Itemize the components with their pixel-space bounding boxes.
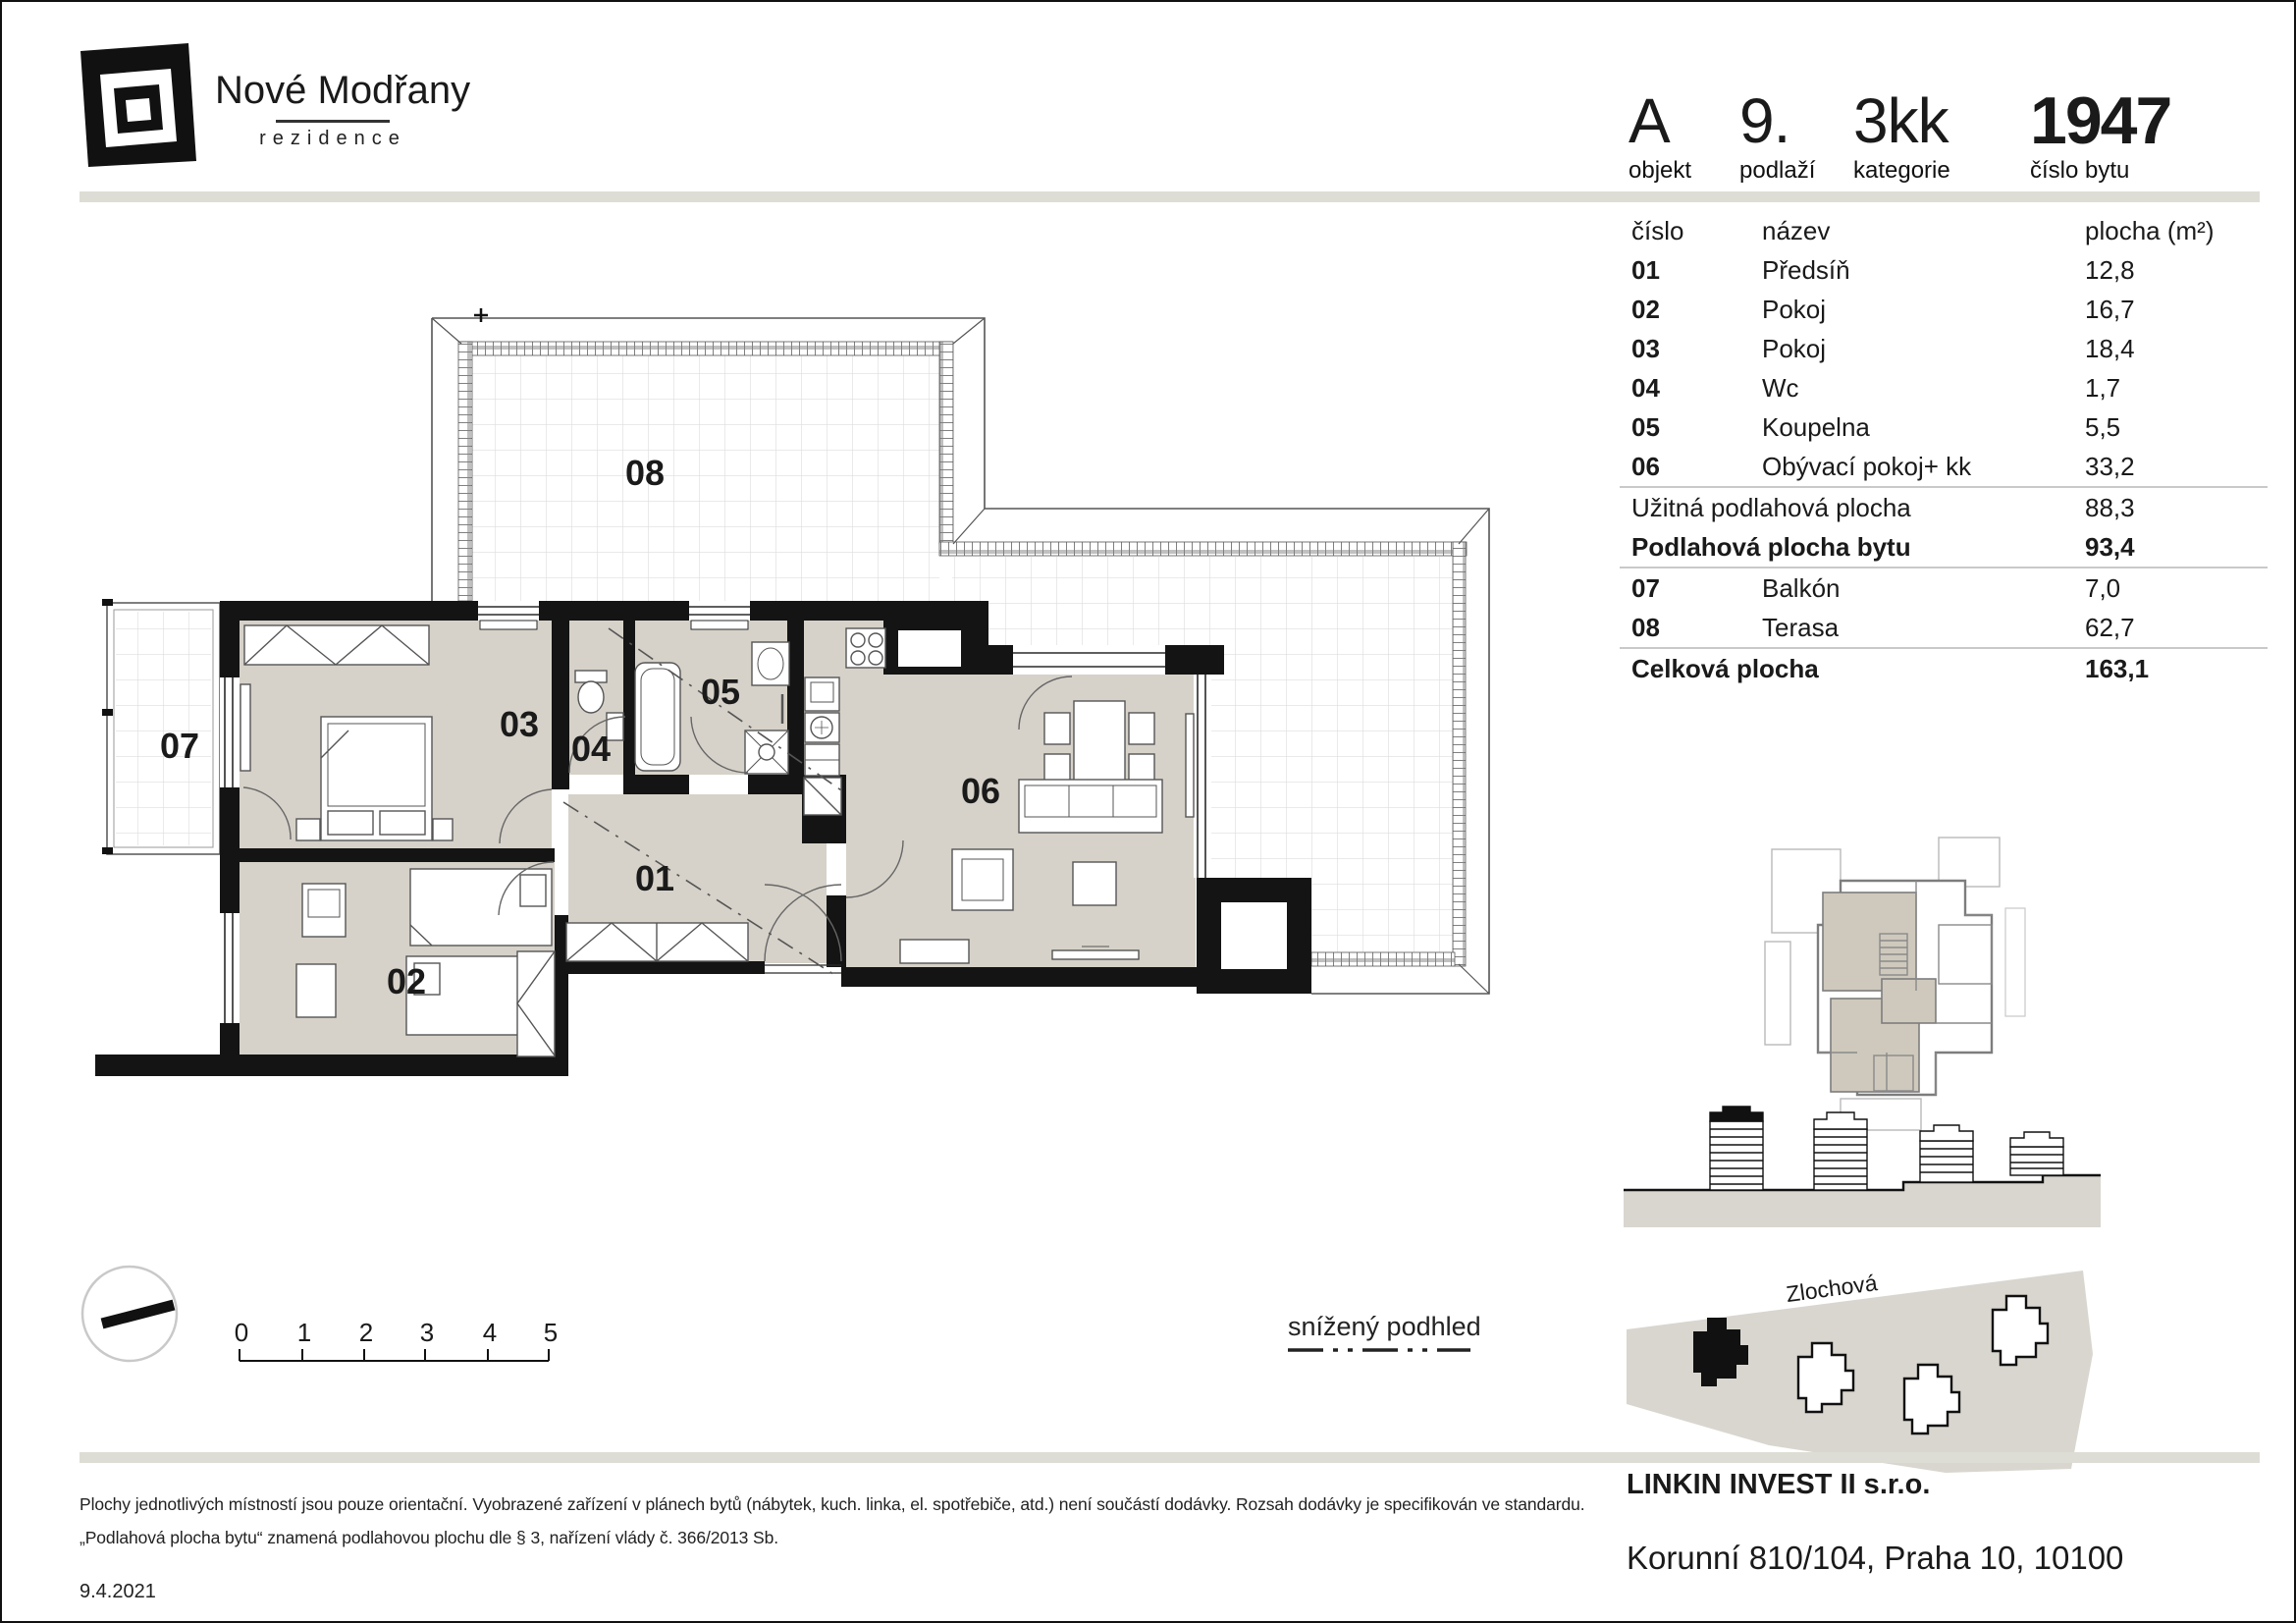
row-name: Pokoj	[1762, 334, 1827, 363]
label-room-04: 04	[570, 729, 612, 769]
row-num: 04	[1631, 373, 1660, 403]
divider-bottom	[80, 1452, 2260, 1463]
table-row	[1620, 329, 2268, 368]
row-area: 88,3	[2085, 493, 2135, 522]
table-header	[1620, 211, 2268, 250]
row-area: 62,7	[2085, 613, 2135, 642]
col-plocha: plocha (m²)	[2085, 216, 2215, 245]
cislo-bytu-value: 1947	[2030, 83, 2171, 158]
scale-1: 1	[296, 1320, 312, 1347]
label-room-01: 01	[634, 858, 675, 898]
table-row	[1620, 608, 2268, 647]
label-room-07: 07	[159, 726, 200, 766]
divider-top	[80, 191, 2260, 202]
scale-2: 2	[358, 1320, 374, 1347]
row-name: Terasa	[1762, 613, 1840, 642]
brand-logo-icon	[80, 43, 198, 167]
label-room-06: 06	[960, 771, 1001, 811]
row-num: 05	[1631, 412, 1660, 442]
terrace-shaft-box	[1221, 902, 1287, 969]
table-row-uzitna	[1620, 486, 2268, 527]
row-area: 16,7	[2085, 295, 2135, 324]
row-num: 02	[1631, 295, 1660, 324]
table-row	[1620, 290, 2268, 329]
field-objekt	[1629, 85, 1692, 185]
scale-0: 0	[234, 1320, 249, 1347]
row-name: Předsíň	[1762, 255, 1850, 285]
table-row-podlahova	[1620, 527, 2268, 567]
shaft-niche	[898, 630, 961, 667]
room-table	[1620, 211, 2268, 688]
row-name: Wc	[1762, 373, 1799, 403]
scale-5: 5	[543, 1320, 559, 1347]
company-address: Korunní 810/104, Praha 10, 10100	[1627, 1540, 2124, 1576]
table-row	[1620, 368, 2268, 407]
col-nazev: název	[1762, 216, 1831, 245]
row-area: 18,4	[2085, 334, 2135, 363]
kategorie-label: kategorie	[1853, 157, 1950, 184]
row-name: Koupelna	[1762, 412, 1870, 442]
row-area: 5,5	[2085, 412, 2121, 442]
objekt-value: A	[1629, 85, 1670, 156]
row-num: 08	[1631, 613, 1660, 642]
row-area: 33,2	[2085, 452, 2135, 481]
row-num: 06	[1631, 452, 1660, 481]
compass-icon	[79, 1263, 181, 1365]
brand-subtitle: rezidence	[259, 128, 406, 149]
disclaimer-line2: „Podlahová plocha bytu“ znamená podlahovou plochu dle § 3, nařízení vlády č. 366/2013 Sb.	[80, 1528, 779, 1547]
podlazi-label: podlaží	[1739, 157, 1816, 184]
scale-bar	[228, 1320, 561, 1369]
brand-underline	[276, 120, 390, 123]
row-name: Podlahová plocha bytu	[1631, 532, 1911, 562]
brand-name: Nové Modřany	[215, 69, 471, 112]
row-area: 163,1	[2085, 654, 2150, 683]
table-row	[1620, 407, 2268, 447]
field-podlazi	[1739, 85, 1816, 185]
col-cislo: číslo	[1631, 216, 1684, 245]
row-num: 03	[1631, 334, 1660, 363]
floor-position-miniplan	[1764, 832, 2029, 1136]
dimension-tick	[474, 308, 488, 322]
scale-4: 4	[482, 1320, 498, 1347]
podlazi-value: 9.	[1739, 85, 1790, 156]
label-room-08: 08	[624, 453, 666, 493]
row-name: Pokoj	[1762, 295, 1827, 324]
row-area: 7,0	[2085, 573, 2121, 603]
field-kategorie	[1853, 85, 1950, 185]
row-name: Užitná podlahová plocha	[1631, 493, 1911, 522]
cislo-bytu-label: číslo bytu	[2030, 157, 2130, 184]
row-num: 07	[1631, 573, 1660, 603]
row-name: Celková plocha	[1631, 654, 1819, 683]
row-num: 01	[1631, 255, 1660, 285]
row-area: 93,4	[2085, 532, 2135, 562]
company-name: LINKIN INVEST II s.r.o.	[1627, 1469, 1931, 1500]
row-area: 1,7	[2085, 373, 2121, 403]
buildings-elevation	[1622, 1100, 2103, 1229]
objekt-label: objekt	[1629, 157, 1692, 184]
table-row	[1620, 567, 2268, 608]
field-cislo-bytu	[2030, 83, 2171, 185]
table-row	[1620, 447, 2268, 486]
row-name: Obývací pokoj+ kk	[1762, 452, 1972, 481]
disclaimer-line1: Plochy jednotlivých místností jsou pouze orientační. Vyobrazené zařízení v plánech bytů (nábytek, kuch. linka, el. spotřebiče, atd.) není součástí dodávky. Rozsah dodávky je specifikován ve standardu.	[80, 1494, 1585, 1514]
scale-3: 3	[419, 1320, 435, 1347]
kategorie-value: 3kk	[1853, 85, 1949, 156]
label-room-05: 05	[700, 672, 741, 712]
street-label: Zlochová	[1784, 1270, 1879, 1308]
row-name: Balkón	[1762, 573, 1841, 603]
furniture-hall-closet	[566, 923, 748, 961]
label-room-02: 02	[386, 961, 427, 1001]
row-area: 12,8	[2085, 255, 2135, 285]
label-room-03: 03	[499, 704, 540, 744]
ceiling-note: snížený podhled	[1288, 1312, 1481, 1341]
floor-plan	[61, 297, 1514, 1092]
date: 9.4.2021	[80, 1581, 156, 1602]
table-row	[1620, 250, 2268, 290]
table-row-celkova	[1620, 647, 2268, 688]
ceiling-note-line	[1288, 1345, 1484, 1355]
